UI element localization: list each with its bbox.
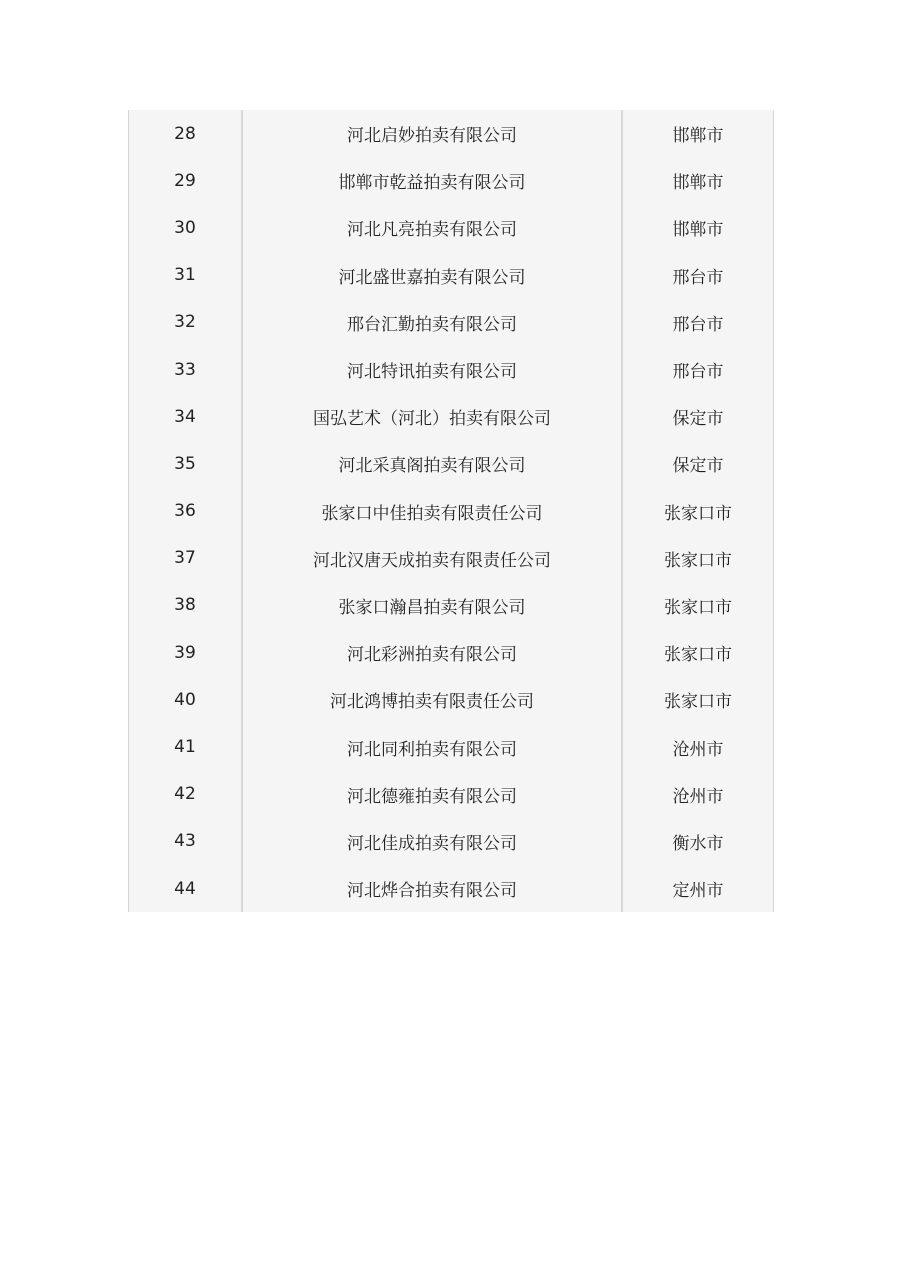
city-name: 保定市 bbox=[672, 456, 724, 477]
auction-company-table bbox=[128, 110, 774, 912]
row-number: 35 bbox=[129, 440, 242, 487]
table-row bbox=[129, 676, 773, 723]
row-number: 36 bbox=[129, 488, 242, 535]
company-name: 国弘艺术（河北）拍卖有限公司 bbox=[242, 393, 622, 440]
city-name: 张家口市 bbox=[664, 597, 732, 618]
company-name: 河北盛世嘉拍卖有限公司 bbox=[242, 252, 622, 299]
company-name: 河北德雍拍卖有限公司 bbox=[242, 771, 622, 818]
company-name: 邢台汇勤拍卖有限公司 bbox=[242, 299, 622, 346]
company-name: 河北佳成拍卖有限公司 bbox=[242, 818, 622, 865]
table-row bbox=[129, 346, 773, 393]
table-row bbox=[129, 252, 773, 299]
city-name: 邢台市 bbox=[672, 362, 724, 383]
city-name: 张家口市 bbox=[664, 645, 732, 666]
company-name: 张家口瀚昌拍卖有限公司 bbox=[242, 582, 622, 629]
row-number: 42 bbox=[129, 771, 242, 818]
company-name: 河北启妙拍卖有限公司 bbox=[242, 110, 622, 157]
table-row bbox=[129, 157, 773, 204]
table-row bbox=[129, 299, 773, 346]
company-name: 河北鸿博拍卖有限责任公司 bbox=[242, 676, 622, 723]
table-row bbox=[129, 204, 773, 251]
company-name: 邯郸市乾益拍卖有限公司 bbox=[242, 157, 622, 204]
table-row bbox=[129, 535, 773, 582]
row-number: 39 bbox=[129, 629, 242, 676]
row-number: 33 bbox=[129, 346, 242, 393]
city-name: 张家口市 bbox=[664, 692, 732, 713]
city-name: 邯郸市 bbox=[672, 126, 724, 147]
city-name: 定州市 bbox=[672, 881, 724, 902]
company-name: 河北汉唐天成拍卖有限责任公司 bbox=[242, 535, 622, 582]
row-number: 32 bbox=[129, 299, 242, 346]
city-name: 邢台市 bbox=[672, 314, 724, 335]
row-number: 30 bbox=[129, 204, 242, 251]
table-row bbox=[129, 110, 773, 157]
table-row bbox=[129, 440, 773, 487]
city-name: 邢台市 bbox=[672, 267, 724, 288]
table-row bbox=[129, 818, 773, 865]
table-row bbox=[129, 582, 773, 629]
table-row bbox=[129, 865, 773, 912]
company-name: 河北特讯拍卖有限公司 bbox=[242, 346, 622, 393]
company-name: 河北烨合拍卖有限公司 bbox=[242, 865, 622, 912]
city-name: 张家口市 bbox=[664, 503, 732, 524]
city-name: 邯郸市 bbox=[672, 173, 724, 194]
row-number: 44 bbox=[129, 865, 242, 912]
company-name: 河北彩洲拍卖有限公司 bbox=[242, 629, 622, 676]
city-name: 保定市 bbox=[672, 409, 724, 430]
company-name: 张家口中佳拍卖有限责任公司 bbox=[242, 488, 622, 535]
city-name: 沧州市 bbox=[672, 739, 724, 760]
row-number: 34 bbox=[129, 393, 242, 440]
table-row bbox=[129, 393, 773, 440]
company-name: 河北凡亮拍卖有限公司 bbox=[242, 204, 622, 251]
company-name: 河北采真阁拍卖有限公司 bbox=[242, 440, 622, 487]
row-number: 29 bbox=[129, 157, 242, 204]
city-name: 张家口市 bbox=[664, 550, 732, 571]
city-name: 邯郸市 bbox=[672, 220, 724, 241]
city-name: 沧州市 bbox=[672, 786, 724, 807]
table-row bbox=[129, 771, 773, 818]
company-name: 河北同利拍卖有限公司 bbox=[242, 723, 622, 770]
row-number: 38 bbox=[129, 582, 242, 629]
table-body bbox=[129, 110, 773, 912]
table-row bbox=[129, 723, 773, 770]
city-name: 衡水市 bbox=[672, 833, 724, 854]
row-number: 41 bbox=[129, 723, 242, 770]
row-number: 37 bbox=[129, 535, 242, 582]
table-row bbox=[129, 629, 773, 676]
row-number: 43 bbox=[129, 818, 242, 865]
row-number: 40 bbox=[129, 676, 242, 723]
row-number: 31 bbox=[129, 252, 242, 299]
row-number: 28 bbox=[129, 110, 242, 157]
table-row bbox=[129, 488, 773, 535]
